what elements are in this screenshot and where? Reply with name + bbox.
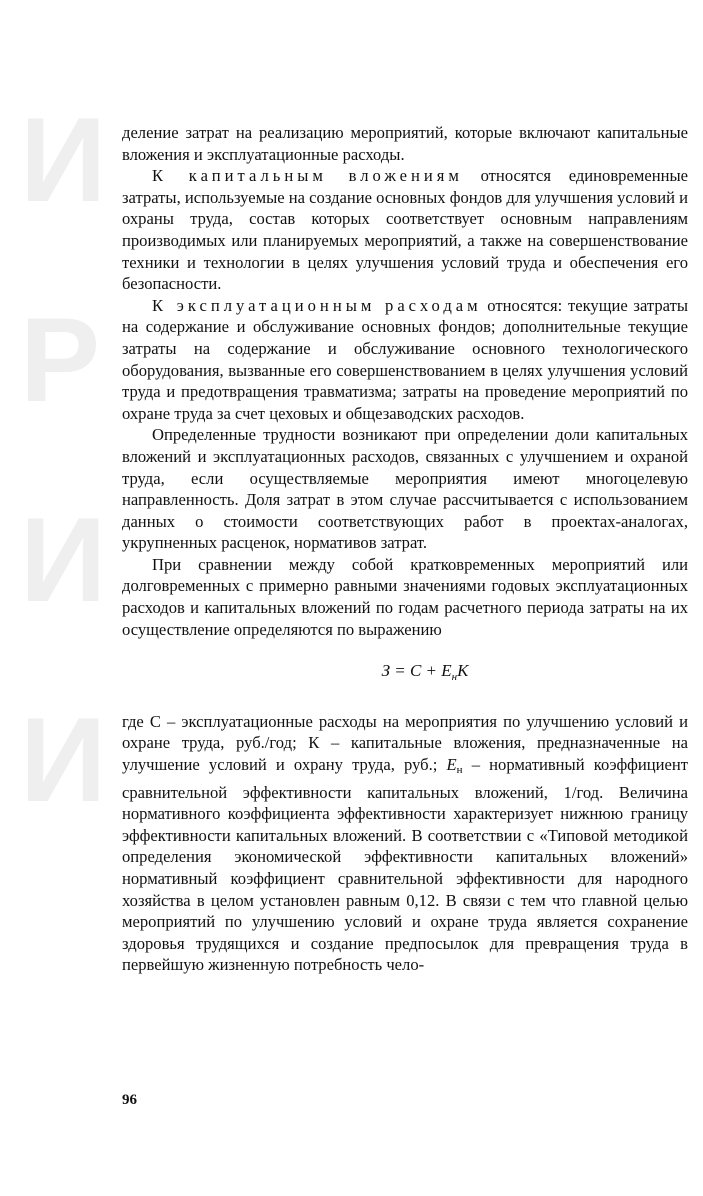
- symbol-en: Е: [446, 755, 457, 775]
- watermark-glyph: Р: [20, 293, 101, 427]
- paragraph-3-text: относятся: текущие затраты на содержание и обслуживание основных фондов; дополнительные текущие затраты на содержание и обслуживание основного технологического оборудования, вызванные его совершенствованием в целях улучшения условий труда и предотвращения травматизма; затраты на проведение мероприятий по охране труда за счет цеховых и общезаводских расходов.: [122, 295, 688, 423]
- term-operating-expenses: К эксплуатационным расходам: [152, 295, 482, 315]
- term-capital-investments: К капитальным вложениям: [152, 166, 463, 186]
- paragraph-4-text: Определенные трудности возникают при определении доли капитальных вложений и эксплуатационных расходов, связанных с улучшением и охраной труда, если осуществляемые мероприятия имеют многоцелевую направленность. Доля затрат в этом случае рассчитывается с использованием данных о стоимости соответствующих работ в проектах-аналогах, укрупненных расценок, нормативов затрат.: [122, 425, 688, 553]
- paragraph-2: [122, 165, 688, 295]
- formula-subscript: н: [451, 671, 458, 684]
- paragraph-6: [122, 711, 688, 976]
- watermark-glyph: И: [20, 93, 107, 227]
- paragraph-6-text-b: – нормативный коэффициент сравнительной эффективности капитальных вложений, 1/год. Величина нормативного коэффициента эффективности характеризует нижнюю границу эффективности капитальных вложений. В соответствии с «Типовой методикой определения экономической эффективности капитальных вложений» нормативный коэффициент сравнительной эффективности для народного хозяйства в целом установлен равным 0,12. В связи с тем что главной целью мероприятий по улучшению условий и охране труда является сохранение здоровья трудящихся и создание предпосылок для превращения труда в первейшую жизненную потребность чело-: [122, 755, 689, 975]
- cost-formula: [122, 660, 688, 689]
- symbol-en-subscript: н: [456, 764, 463, 777]
- page-number: 96: [122, 1092, 137, 1108]
- watermark-glyph: И: [20, 493, 107, 627]
- paragraph-4: [122, 424, 688, 554]
- paragraph-2-text: относятся единовременные затраты, используемые на создание основных фондов для улучшения условий и охраны труда, состав которых соответствует основным направлениям производимых или планируемых мероприятий, а также на совершенствование техники и технологии в целях улучшения условий труда и обеспечения его безопасности.: [122, 166, 688, 294]
- paragraph-6-text-a: где С – эксплуатационные расходы на мероприятия по улучшению условий и охране труда, руб./год; К – капитальные вложения, предназначенные на улучшение условий и охрану труда, руб.;: [122, 711, 688, 775]
- paragraph-5-text: При сравнении между собой кратковременных мероприятий или долговременных с примерно равными значениями годовых эксплуатационных расходов и капитальных вложений по годам расчетного периода затраты на их осуществление определяются по выражению: [122, 554, 688, 639]
- paragraph-3: [122, 295, 688, 425]
- main-text: [122, 122, 688, 976]
- formula-lhs: З = С + Е: [381, 661, 452, 681]
- paragraph-1: [122, 122, 688, 165]
- paragraph-5: [122, 554, 688, 640]
- paragraph-1-text: деление затрат на реализацию мероприятий, которые включают капитальные вложения и эксплуатационные расходы.: [122, 123, 688, 164]
- formula-rhs: К: [457, 661, 469, 681]
- watermark-glyph: И: [20, 693, 107, 827]
